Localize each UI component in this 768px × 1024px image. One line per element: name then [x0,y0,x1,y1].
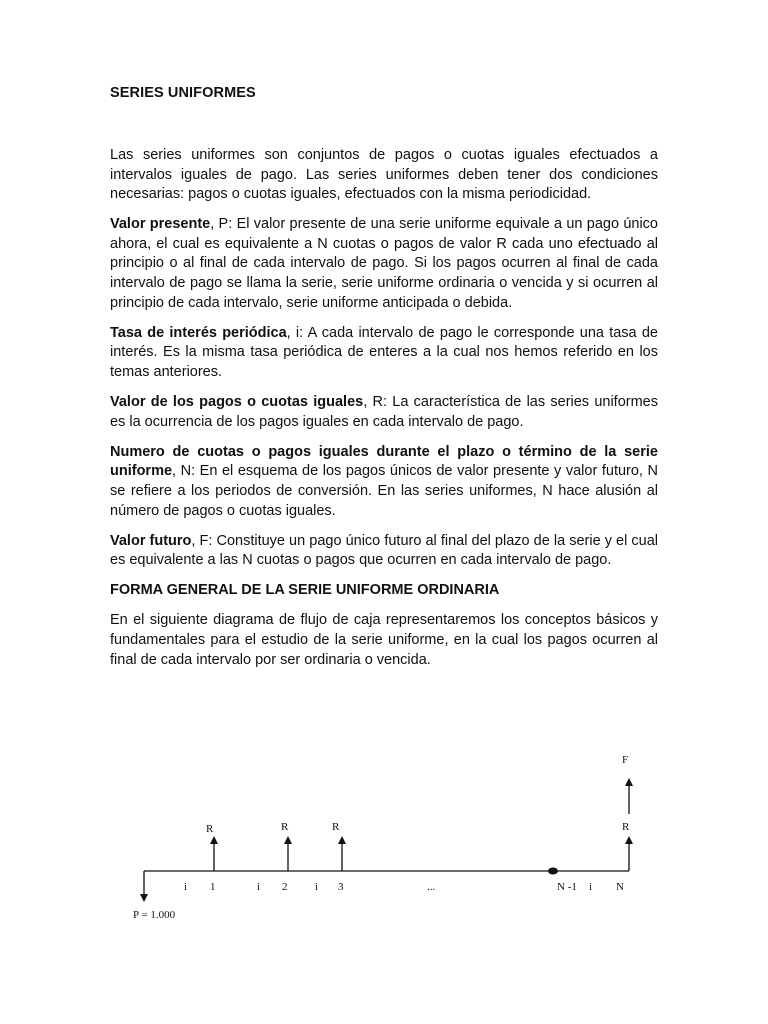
ellipsis-label: ... [427,881,436,893]
period-label: N -1 [557,881,577,893]
definition-text: , R: La característica de las series uniformes es la ocurrencia de los pagos iguales en cada intervalo de pago. [110,394,658,430]
period-label: 2 [282,881,288,893]
period-label: N [616,881,624,893]
payment-label: R [281,821,289,833]
definition-text: , N: En el esquema de los pagos únicos de valor presente y valor futuro, N se refiere a los periodos de conversión. En las series uniformes, N hace alusión al número de pagos o cuotas iguales. [110,463,658,519]
interest-rate-label: i [315,881,319,893]
period-label: 1 [210,881,216,893]
interest-rate-label: i [589,881,593,893]
definition-term: Tasa de interés periódica [110,324,287,341]
payment-label: R [206,823,214,835]
definition-text: , i: A cada intervalo de pago le corresponde una tasa de interés. Es la misma tasa periódica de enteres a la cual nos hemos referido en los temas anteriores. [110,324,658,380]
period-label: 3 [338,881,344,893]
payment-label: R [332,821,340,833]
definition-text: , P: El valor presente de una serie uniforme equivale a un pago único ahora, el cual es equivalente a N cuotas o pagos de valor R cada uno efectuado al principio o al final de cada intervalo de pago. Si los pagos ocurren al final de cada intervalo de pago se llama la serie, serie uniforme ordinaria o vencida y si ocurren al principio de cada intervalo, serie uniforme anticipada o debida. [110,216,659,311]
section-paragraph: En el siguiente diagrama de flujo de caja representaremos los conceptos básicos y fundamentales para el estudio de la serie uniforme, en la cual los pagos ocurren al final de cada intervalo por ser ordinaria o vencida. [110,612,658,668]
definition-term: Numero de cuotas o pagos iguales durante el plazo o término de la serie uniforme [110,443,658,480]
definition-text: , F: Constituye un pago único futuro al final del plazo de la serie y el cual es equivalente a las N cuotas o pagos que ocurren en cada intervalo de pago. [110,532,658,569]
definition-term: Valor de los pagos o cuotas iguales [110,394,364,411]
future-value-label: F [622,754,629,766]
interest-rate-label: i [257,881,261,893]
intro-paragraph: Las series uniformes son conjuntos de pagos o cuotas iguales efectuados a intervalos iguales de pago. Las series uniformes deben tener dos condiciones necesarias: pagos o cuotas iguales, efectuados con la misma periodicidad. [110,147,658,203]
present-value-label: P = 1.000 [133,909,176,921]
definition-term: Valor futuro [110,532,192,549]
interest-rate-label: i [184,881,188,893]
page-title: SERIES UNIFORMES [110,85,256,101]
payment-label: R [622,821,630,833]
section-heading: FORMA GENERAL DE LA SERIE UNIFORME ORDINARIA [110,582,500,599]
definition-term: Valor presente [110,216,211,233]
period-marker-dot [548,868,558,875]
